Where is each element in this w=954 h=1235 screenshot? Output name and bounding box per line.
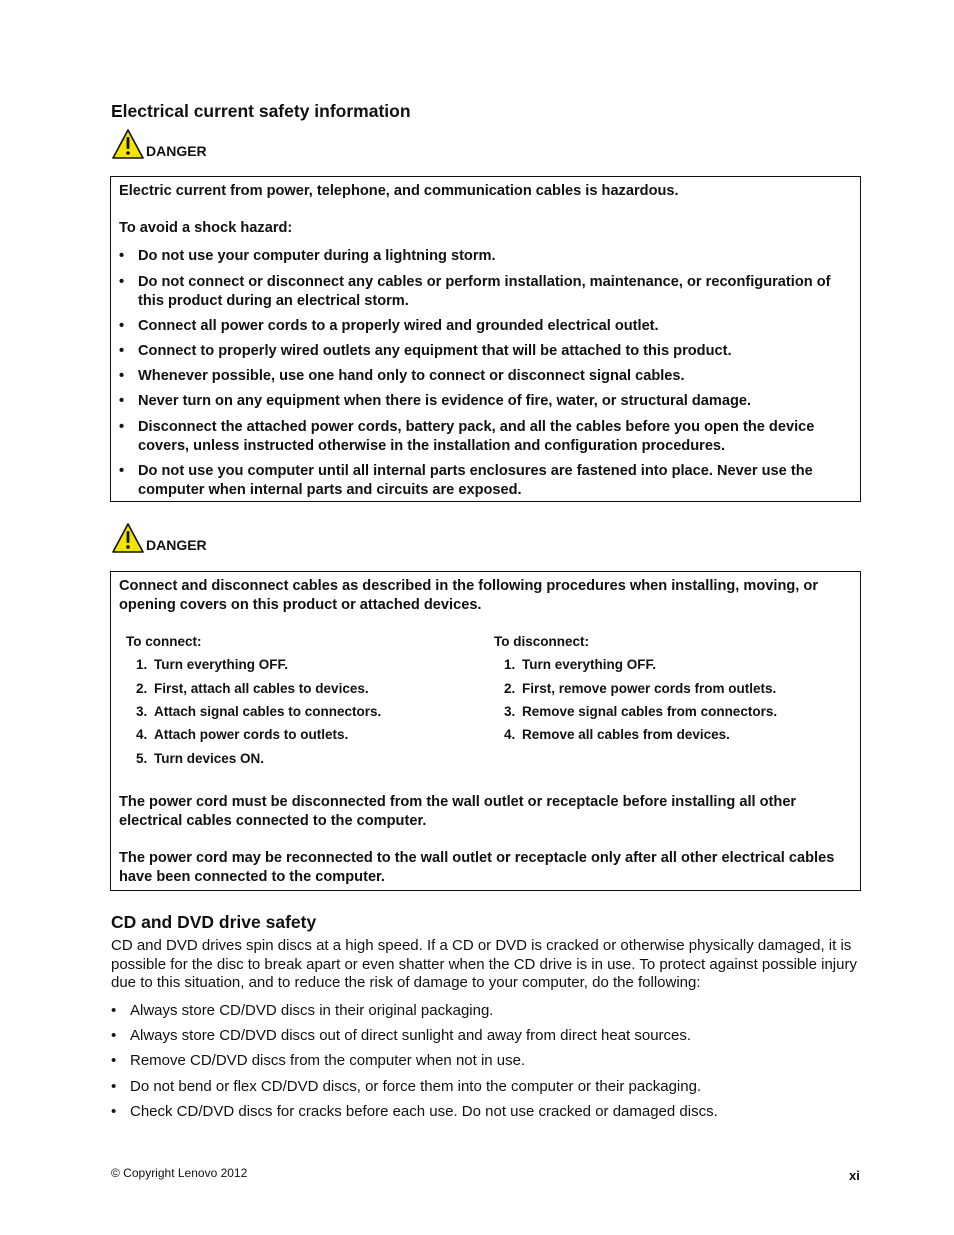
section-heading-cd-dvd: CD and DVD drive safety (111, 912, 317, 932)
box-intro: Connect and disconnect cables as described in the following procedures when installing, moving, or opening covers on this product or attached devices. (119, 578, 818, 613)
danger-label: DANGER (146, 537, 207, 553)
connect-heading: To connect: (126, 634, 202, 649)
danger-box-cables: Connect and disconnect cables as described in the following procedures when installing, moving, or opening covers on this product or attached devices. To connect: 1. Turn everything OFF. 2. First, attach all cables to devices. 3. Attach signal cables to connectors. 4. Attach power cords to outlets. 5. Turn devices ON. To disconnect: 1. Turn everything OFF. 2. First, remove power cords from outlets. 3. Remove signal cables from connectors. 4. Remove all cables from devices. The power cord must be disconnected from the wall outlet or receptacle before installing all other electrical cables connected to the computer. The power cord may be reconnected to the wall outlet or receptacle only after all other electrical cables have been connected to the computer. (110, 571, 861, 891)
warning-triangle-icon (111, 522, 145, 554)
box-intro: Electric current from power, telephone, and communication cables is hazardous. (119, 183, 679, 199)
box-note: The power cord must be disconnected from the wall outlet or receptacle before installing all other electrical cables connected to the computer. (119, 794, 797, 829)
copyright: © Copyright Lenovo 2012 (111, 1166, 248, 1180)
box-lead: To avoid a shock hazard: (119, 220, 293, 236)
danger-box-electrical: Electric current from power, telephone, and communication cables is hazardous. To avoid a shock hazard: • Do not use your computer during a lightning storm. • Do not connect or disconnect any cables or perform installation, maintenance, or reconfiguration of this product during an electrical storm. • Connect all power cords to a properly wired and grounded electrical outlet. • Connect to properly wired outlets any equipment that will be attached to this product. • Whenever possible, use one hand only to connect or disconnect signal cables. • Never turn on any equipment when there is evidence of fire, water, or structural damage. • Disconnect the attached power cords, battery pack, and all the cables before you open the device covers, unless instructed otherwise in the installation and configuration procedures. • Do not use you computer until all internal parts enclosures are fastened into place. Never use the computer when internal parts and circuits are exposed. (110, 176, 861, 502)
danger-notice-2 (111, 522, 311, 556)
section-paragraph: CD and DVD drives spin discs at a high speed. If a CD or DVD is cracked or otherwise physically damaged, it is possible for the disc to break apart or even shatter when the CD drive is in use. To protect against possible injury due to this situation, and to reduce the risk of damage to your computer, do the following: (111, 937, 857, 992)
warning-triangle-icon (111, 128, 145, 160)
disconnect-heading: To disconnect: (494, 634, 590, 649)
danger-notice-1 (111, 128, 311, 162)
section-heading-electrical: Electrical current safety information (111, 101, 411, 121)
page-number: xi (849, 1168, 860, 1183)
danger-label: DANGER (146, 143, 207, 159)
box-note: The power cord may be reconnected to the wall outlet or receptacle only after all other electrical cables have been connected to the computer. (119, 850, 835, 885)
